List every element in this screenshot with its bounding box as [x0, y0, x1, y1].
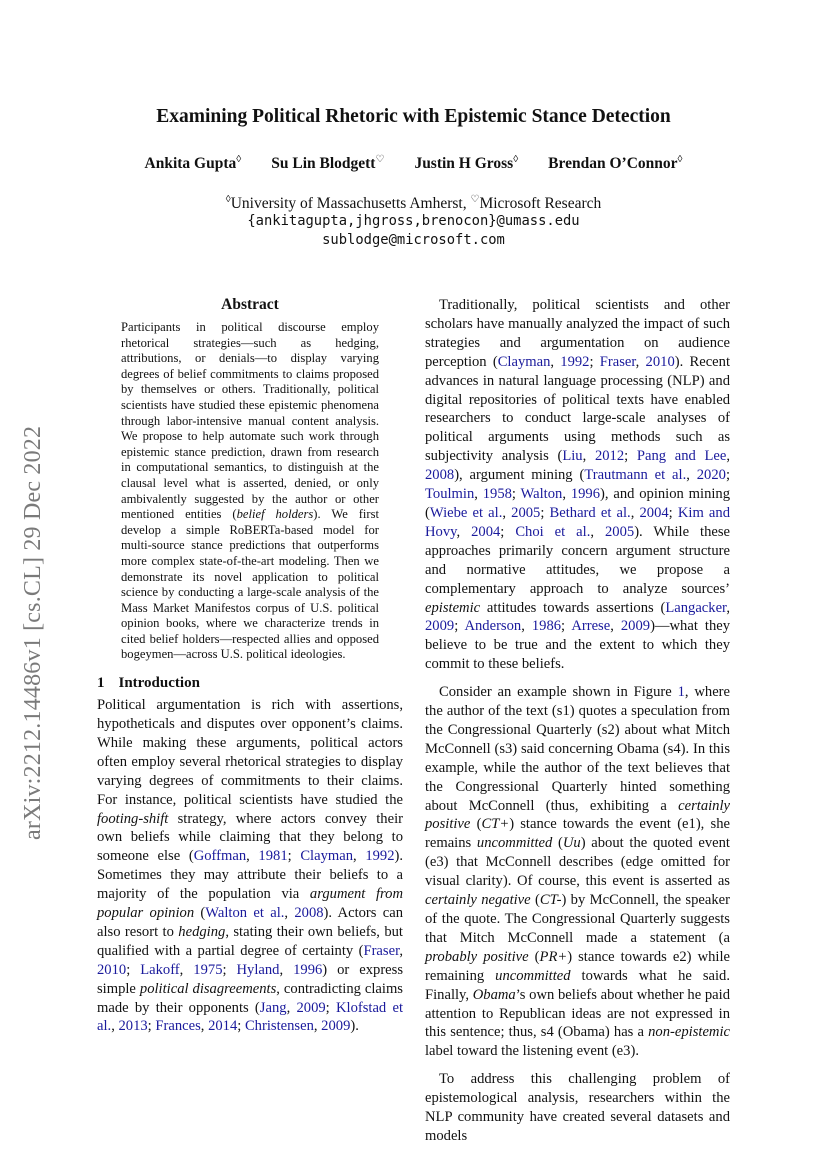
- abstract-span: Participants in political discourse employ rhetorical strategies—such as hedging, attributions, or denials—to display varying degrees of belief commitments to claims proposed by themselves or others. Traditionally, political scientists have studied these epistemic phenomena through labor-intensive manual content analysis. We propose to help automate such work through epistemic stance prediction, drawn from research in computational semantics, to distinguish at the clausal level what is asserted, denied, or only ambivalently suggested by the author or other mentioned entities (: [121, 320, 379, 522]
- text-span: ;: [222, 961, 237, 978]
- text-span: Political argumentation is rich with assertions, hypotheticals and disputes over opponent’s claims. While making these arguments, political actors often employ several rhetorical strategies to display varying degrees of commitments to their claims. For instance, political scientists have studied the: [97, 697, 403, 808]
- text-span: ,: [313, 1018, 322, 1035]
- citation-link[interactable]: Kim and Hovy: [425, 504, 730, 540]
- text-span: ). Sometimes they may attribute their beliefs to a majority of the population via: [97, 848, 404, 903]
- text-span: , where the author of the text (s1) quotes a speculation from the Congressional Quarterly (s2) about what Mitch McConnell (s3) said concerning Obama (s4). In this example, while the author of the text believes that the Congressional Quarterly hinted something about McConnell (thus, exhibiting a: [425, 684, 731, 814]
- citation-link[interactable]: Pang and Lee: [636, 448, 727, 465]
- citation-link[interactable]: Liu: [562, 448, 583, 465]
- text-span: ,: [284, 905, 295, 922]
- author-email[interactable]: sublodge@microsoft.com: [322, 232, 505, 248]
- citation-link[interactable]: Bethard et al.: [549, 504, 631, 521]
- text-span: ;: [511, 486, 521, 503]
- text-span: (: [194, 905, 206, 922]
- text-span: label toward the listening event (e3).: [425, 1043, 639, 1060]
- affiliation-mark: ◊: [236, 154, 242, 165]
- emphasis-text: hedging: [178, 923, 226, 940]
- text-span: ;: [668, 504, 678, 521]
- text-span: ) about the quoted event (e3) that McConnell describes (edge omitted for visual clarity). Of course, this event is asserted as: [425, 835, 730, 890]
- text-span: ;: [540, 504, 550, 521]
- text-span: ,: [353, 848, 366, 865]
- right-column: [425, 296, 730, 1146]
- section-title: Introduction: [118, 675, 200, 692]
- author-list: [0, 154, 827, 173]
- citation-link[interactable]: Wiebe et al.: [429, 504, 503, 521]
- citation-link[interactable]: 1996: [570, 486, 601, 503]
- text-span: ,: [550, 353, 561, 370]
- text-span: ,: [474, 486, 483, 503]
- text-span: ;: [325, 999, 336, 1016]
- citation-link[interactable]: Clayman: [300, 848, 354, 865]
- emphasis-text: Obama: [472, 986, 516, 1003]
- text-span: ), argument mining (: [454, 467, 585, 484]
- citation-link[interactable]: Christensen: [244, 1018, 314, 1035]
- citation-link[interactable]: 2014: [208, 1018, 238, 1035]
- text-span: ’s own beliefs about whether he paid attention to Republican ideas are not expressed in this sentence; thus, s4 (Obama) has a: [425, 986, 730, 1041]
- citation-link[interactable]: Choi et al.: [515, 523, 591, 540]
- left-column: [97, 296, 403, 1036]
- affiliation-mark: ◊: [513, 154, 519, 165]
- text-span: ,: [726, 599, 730, 616]
- abstract-span: ). We first develop a simple RoBERTa-based model for multi-source stance predictions that outperforms more complex state-of-the-art modeling. Then we demonstrate its novel application to political science by conducting a large-scale analysis of the Mass Market Manifestos corpus of U.S. political opinion books, where we characterize trends in cited belief holders—respected allies and opposed bogeymen—across U.S. political ideologies.: [121, 507, 380, 662]
- paper-title: Examining Political Rhetoric with Epistemic Stance Detection: [156, 106, 671, 127]
- citation-link[interactable]: 2012: [594, 448, 625, 465]
- section-number: 1: [97, 675, 105, 692]
- author: [271, 154, 384, 173]
- emphasis-text: certainly positive: [425, 797, 730, 833]
- section-heading: [97, 675, 403, 692]
- author: [145, 154, 242, 173]
- citation-link[interactable]: 2005: [511, 504, 541, 521]
- affiliation-mark: ♡: [470, 194, 480, 205]
- citation-link[interactable]: Fraser: [363, 942, 400, 959]
- text-span: ,: [246, 848, 259, 865]
- text-span: ) stance towards the event (e1), she remains: [425, 816, 730, 852]
- text-span: ,: [200, 1018, 209, 1035]
- citation-link[interactable]: 1958: [482, 486, 512, 503]
- text-span: ;: [287, 848, 301, 865]
- emphasis-text: political disagreements: [139, 980, 277, 997]
- text-span: ,: [456, 523, 472, 540]
- text-span: ,: [286, 999, 297, 1016]
- emphasis-text: PR+: [539, 948, 568, 965]
- body-paragraph: [425, 683, 730, 1061]
- emphasis-text: epistemic: [425, 599, 481, 616]
- text-span: ) stance towards e2) while remaining: [425, 948, 731, 984]
- text-span: ;: [624, 448, 637, 465]
- citation-link[interactable]: Anderson: [464, 618, 522, 635]
- affiliation-mark: ◊: [677, 154, 683, 165]
- affiliations: [0, 194, 827, 213]
- abstract-text: [121, 320, 379, 663]
- citation-link[interactable]: 2009: [620, 618, 651, 635]
- emphasis-text: non-epistemic: [648, 1024, 730, 1041]
- author: [414, 154, 518, 173]
- text-span: (: [530, 892, 540, 909]
- citation-link[interactable]: 1996: [293, 961, 323, 978]
- text-span: ,: [502, 504, 512, 521]
- text-span: ,: [279, 961, 294, 978]
- text-span: ,: [582, 448, 595, 465]
- text-span: ). While these approaches primarily concern argument structure and normative attitudes, we propose a complementary approach to analyze sources’: [425, 523, 731, 597]
- emphasis-text: footing-shift: [97, 810, 169, 827]
- citation-link[interactable]: 1: [677, 684, 685, 701]
- citation-link[interactable]: Langacker: [665, 599, 727, 616]
- citation-link[interactable]: 1992: [365, 848, 395, 865]
- author: [548, 154, 682, 173]
- text-span: ) or express simple: [97, 961, 404, 997]
- text-span: ). Actors can also resort to: [97, 905, 404, 940]
- text-span: ;: [147, 1018, 156, 1035]
- text-span: ,: [590, 523, 605, 540]
- emphasis-text: CT+: [481, 816, 510, 833]
- citation-link[interactable]: Trautmann et al.: [584, 467, 687, 484]
- body-paragraph: [425, 296, 730, 674]
- text-span: (: [552, 835, 563, 852]
- text-span: ). Recent advances in natural language processing (NLP) and digital repositories of political texts have enabled researchers to conduct large-scale analyses of political arguments using methods such as subjectivity analysis (: [425, 353, 730, 465]
- emphasis-text: CT-: [539, 892, 562, 909]
- text-span: ,: [630, 504, 640, 521]
- citation-link[interactable]: 2009: [425, 618, 455, 635]
- text-span: Traditionally, political scientists and other scholars have manually analyzed the impact of such strategies and argumentation on audience perception (: [425, 297, 730, 370]
- text-span: ;: [589, 353, 600, 370]
- text-span: , contradicting claims made by their opponents (: [97, 980, 403, 1016]
- text-span: ;: [500, 523, 516, 540]
- citation-link[interactable]: Hyland: [236, 961, 280, 978]
- text-span: towards what he said. Finally,: [425, 967, 730, 1003]
- arxiv-identifier: arXiv:2212.14486v1 [cs.CL] 29 Dec 2022: [20, 425, 46, 841]
- text-span: To address this challenging problem of epistemological analysis, researchers within the NLP community have created several datasets and models: [425, 1071, 730, 1144]
- emphasis-text: argument from popular opinion: [97, 886, 403, 922]
- text-span: ,: [111, 1018, 119, 1035]
- author-name: Justin H Gross: [414, 155, 514, 173]
- citation-link[interactable]: 1986: [531, 618, 562, 635]
- institution: Microsoft Research: [479, 195, 602, 213]
- citation-link[interactable]: 2004: [639, 504, 669, 521]
- citation-link[interactable]: 2009: [296, 999, 326, 1016]
- emphasis-text: uncommitted: [476, 835, 553, 852]
- text-span: strategy, where actors convey their own beliefs while claiming that they belong to someone else (: [97, 810, 403, 865]
- abstract-heading: Abstract: [221, 296, 279, 313]
- citation-link[interactable]: 2010: [645, 353, 675, 370]
- text-span: (: [470, 816, 482, 833]
- citation-link[interactable]: 2020: [696, 467, 726, 484]
- citation-link[interactable]: 2010: [97, 961, 127, 978]
- citation-link[interactable]: 2008: [294, 905, 324, 922]
- citation-link[interactable]: Clayman: [497, 353, 551, 370]
- citation-link[interactable]: Jang: [259, 999, 287, 1016]
- text-span: ,: [635, 353, 646, 370]
- text-span: (: [528, 948, 540, 965]
- citation-link[interactable]: 2008: [425, 467, 455, 484]
- body-paragraph: [425, 1070, 730, 1146]
- text-span: attitudes towards assertions (: [480, 599, 666, 616]
- citation-link[interactable]: 2013: [118, 1018, 148, 1035]
- text-span: ;: [561, 618, 572, 635]
- citation-link[interactable]: 1981: [258, 848, 288, 865]
- citation-link[interactable]: Lakoff: [140, 961, 180, 978]
- citation-link[interactable]: Arrese: [571, 618, 611, 635]
- emphasis-text: Uu: [562, 835, 581, 852]
- text-span: ,: [179, 961, 194, 978]
- text-span: ,: [686, 467, 697, 484]
- text-span: ,: [562, 486, 571, 503]
- citation-link[interactable]: Klofstad et al.: [97, 999, 404, 1035]
- citation-link[interactable]: Walton: [520, 486, 563, 503]
- citation-link[interactable]: 1992: [560, 353, 590, 370]
- author-name: Ankita Gupta: [144, 155, 237, 173]
- author-email[interactable]: {ankitagupta,jhgross,brenocon}@umass.edu: [247, 213, 580, 229]
- text-span: ), and opinion mining (: [425, 486, 731, 521]
- text-span: ) by McConnell, the speaker of the quote. The Congressional Quarterly suggests that Mitch McConnell made a statement (a: [425, 892, 730, 946]
- citation-link[interactable]: 2004: [471, 523, 501, 540]
- citation-link[interactable]: 2005: [605, 523, 635, 540]
- text-span: ,: [521, 618, 532, 635]
- emphasis-text: uncommitted: [495, 967, 571, 984]
- emphasis-text: probably positive: [425, 948, 529, 965]
- text-span: ;: [126, 961, 141, 978]
- citation-link[interactable]: Toulmin: [425, 486, 475, 503]
- text-span: ;: [454, 618, 465, 635]
- institution: University of Massachusetts Amherst,: [230, 195, 471, 213]
- author-name: Su Lin Blodgett: [271, 155, 376, 173]
- citation-link[interactable]: 2009: [321, 1018, 351, 1035]
- text-span: ;: [725, 467, 730, 484]
- body-paragraph: [97, 696, 403, 1036]
- affiliation-mark: ♡: [375, 154, 385, 165]
- emphasis-text: certainly negative: [425, 892, 531, 909]
- text-span: , stating their own beliefs, but qualified with a partial degree of certainty (: [97, 923, 403, 959]
- text-span: ,: [399, 942, 403, 959]
- citation-link[interactable]: Fraser: [599, 353, 636, 370]
- affiliation-mark: ◊: [225, 194, 231, 205]
- text-span: ;: [237, 1018, 245, 1035]
- author-name: Brendan O’Connor: [548, 155, 678, 173]
- text-span: )—what they believe to be true and the extent to which they commit to these beliefs.: [425, 618, 731, 673]
- text-span: Consider an example shown in Figure: [439, 684, 678, 701]
- citation-link[interactable]: Frances: [155, 1018, 201, 1035]
- citation-link[interactable]: Walton et al.: [205, 905, 285, 922]
- text-span: ).: [350, 1018, 359, 1035]
- citation-link[interactable]: 1975: [193, 961, 223, 978]
- abstract-emphasis: belief holders: [236, 507, 314, 522]
- citation-link[interactable]: Goffman: [193, 848, 247, 865]
- text-span: ,: [726, 448, 730, 465]
- text-span: ,: [610, 618, 621, 635]
